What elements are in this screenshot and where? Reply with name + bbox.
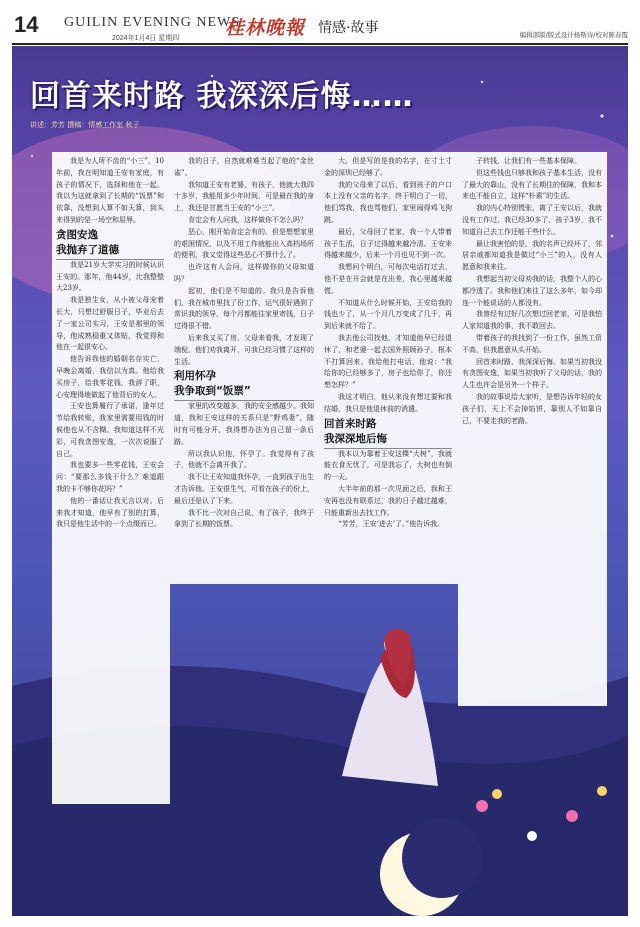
article-paragraph: 我也要多一些零花钱，王安会问：“要那么多钱干什么？难道跟我的卡不够你花吗？”	[56, 461, 164, 493]
article-paragraph: 带着孩子的我找到了一份工作，虽然工资不高，但我愿意从头开始。	[462, 333, 602, 354]
article-paragraph: 我的父母来了以后，看到孩子的户口本上没有父亲的名字，终于明白了一切，他们骂我，我也骂他们，家里闹得鸡飞狗跳。	[324, 180, 452, 224]
article-paragraph: 回首来时路，我深深后悔。如果当初我没有贪图安逸，如果当初我听了父母的话，我的人生也许会是另外一个样子。	[462, 357, 602, 390]
article-column-3	[324, 156, 452, 580]
article-paragraph: “芳芳，王安‘进去’了。”他告诉我。	[338, 520, 445, 529]
section-name: 情感·故事	[318, 20, 379, 36]
section-subheading: 回首来时路	[324, 417, 377, 430]
article-paragraph: 大半年前的那一次见面之后，我和王安再也没有联系过，我的日子越过越难，只能重新出去找工作。	[324, 484, 452, 517]
article-paragraph: 我曾经有过好几次想过回老家，可是我怕人家知道我的事，我不敢回去。	[462, 310, 602, 331]
section-subheading-secondary: 我抛弃了道德	[56, 242, 164, 260]
article-paragraph: 王安也算履行了承诺，逢年过节给我转账，我家里需要用钱的时候他也从不含糊。我知道这样不光彩，可我贪图安逸，一次次说服了自己。	[56, 402, 164, 458]
masthead-divider	[12, 43, 628, 45]
editor-credits: 编辑部版/版式设计杨斯诗/校对陈春霞	[519, 31, 628, 39]
article-paragraph: 后来我又买了房，父母来看我，才发现了端倪。他们劝我离开，可我已经习惯了这样的生活。	[174, 333, 314, 366]
article-paragraph: 我的日子，自然就难难当起了他的“金丝雀”。	[174, 157, 314, 177]
article-column-2	[174, 156, 314, 580]
article-paragraph: 我去他公司找他，才知道他早已经退休了，和老婆一起去国外照顾孙子，根本不打算回来。我给他打电话，他说：“我给你的已经够多了，房子也给你了，你还想怎样？”	[324, 333, 452, 390]
article-paragraph: 家里的改变越多，我的安全感越少。我知道，我和王安这样的关系只是“野鸡妻”，随时有可能分开，我得想办法为自己留一条后路。	[174, 402, 314, 446]
article-paragraph: 我的故事说给大家听，是想告诉年轻的女孩子们，天上不会掉馅饼，靠别人不如靠自己，不要走我的老路。	[462, 392, 602, 425]
newspaper-english-name: GUILIN EVENING NEWS	[64, 15, 241, 30]
article-paragraph: 肯定会有人问我，这样做你不怎么吗？	[188, 215, 307, 224]
page-number: 14	[14, 12, 39, 37]
article-paragraph: 起初，他们是不知道的。我只是告诉他们，我在城市里找了份工作，运气很好遇到了赏识我的领导，每个月都能往家里寄钱，日子过得很不错。	[174, 286, 314, 331]
article-paragraph: 恶心，刚开始肯定会有的。但是想想家里的艰困情况，以及不用工作就能出入高档场所的便利，我又觉得这些恶心不算什么了。	[174, 227, 314, 260]
article-paragraph: 最后，父母回了老家，我一个人带着孩子生活，日子过得越来越冷清。王安来得越来越少，后来一个月也见不到一次。	[324, 227, 452, 260]
section-subheading-secondary: 我深深地后悔	[324, 431, 452, 449]
section-subheading-secondary: 我争取到“饭票”	[174, 383, 314, 401]
issue-date: 2024年1月4日 星期四	[112, 35, 180, 42]
article-headline: 回首来时路 我深深后悔……	[30, 79, 414, 114]
article-paragraph: 我知道王安有老婆，有孩子，他就大我四十多岁，我能用多少年时间，可是最在我的身上，我还是甘愿当王安的“小三”。	[174, 180, 314, 213]
masthead	[0, 0, 640, 44]
article-paragraph: 我是独生女，从小被父母宠着长大，只想过舒服日子，毕业后去了一家公司实习，王安是那里的领导，他成熟稳重又体贴，我觉得和他在一起很安心。	[56, 296, 164, 352]
article-paragraph: 我的内心特别慌张，离了王安以后，我就没有工作过，我已经30多了，孩子3岁，我不知道自己去工作还能干些什么。	[462, 204, 602, 236]
article-paragraph: 他的一番话让我无言以对。后来我才知道，他早有了别的打算，我只是他生活中的一个点缀而已。	[56, 496, 164, 529]
article-paragraph: 大，但是写的是我的名字，在寸土寸金的深圳已经够了。	[324, 157, 452, 177]
article-paragraph: 我本以为靠着王安这棵“大树”，我就能衣食无忧了，可是我忘了，大树也有倒的一天。	[324, 449, 452, 482]
article-paragraph: 不知道从什么时候开始，王安给我的钱也少了，从一个月几万变成了几千，再到后来就不给了。	[324, 298, 452, 331]
article-byline: 讲述：芳芳 撰稿：情感工作室 秋子	[30, 121, 140, 129]
article-paragraph: 我想问个明白，可每次电话打过去，他不是在开会就是在出差，我心里越来越慌。	[324, 263, 452, 295]
section-subheading: 利用怀孕	[174, 370, 216, 383]
article-paragraph: 我想起当初父母劝我的话，我整个人的心都冷透了。我和他们来往了这么多年，如今却连一个能说话的人都没有。	[462, 274, 602, 307]
article-paragraph: 我是为人所不齿的“小三”，10年前，我在明知道王安有家庭，有孩子的情况下，选择和他在一起。我以为这就拿到了长期的“饭票”和依靠，没想到人算不如天算，到头来得到的是一场空和屈辱。	[56, 157, 164, 224]
article-column-1	[56, 156, 164, 800]
article-paragraph: 所以我认识他，怀孕了。我觉得有了孩子，他就不会离开我了。	[174, 449, 314, 470]
article-paragraph: 他告诉我他的婚姻名存实亡，早晚会离婚，我信以为真。他给我买房子，给我零花钱，我辞了职，心安理得地做起了他背后的女人。	[56, 355, 164, 399]
section-subheading: 贪图安逸	[56, 228, 98, 241]
article-paragraph: 我是21岁大学实习的时候认识王安的。那年，他44岁，比我整整大23岁。	[56, 260, 164, 293]
article-paragraph: 我不比一次对自己说，有了孩子，我终于拿到了长期的饭票。	[174, 508, 314, 529]
article-column-4	[462, 156, 602, 702]
newspaper-logo: 桂林晚報	[225, 17, 306, 39]
article-paragraph: 我这才明白，他从来没有想过要和我结婚，我只是他退休前的消遣。	[324, 392, 452, 413]
article-paragraph: 也许这有人会问，这样做你的父母知道吗？	[174, 263, 314, 283]
article-paragraph: 我不让王安知道我怀孕，一直到孩子出生才告诉他。王安很生气，可看在孩子的份上，最后还是认了下来。	[174, 473, 314, 505]
article-paragraph: 但这些钱也只够我和孩子基本生活，没有了最大的靠山，没有了长期住的保障，我和本来也不能自立，这样“朴素”的生活。	[462, 168, 602, 201]
article-paragraph: 子转钱，让我们有一些基本保障。	[476, 157, 581, 165]
article-paragraph: 最让我害怕的是，我的名声已经坏了，邻居亲戚都知道我是做过“小三”的人，没有人愿意和我来往。	[462, 239, 602, 272]
